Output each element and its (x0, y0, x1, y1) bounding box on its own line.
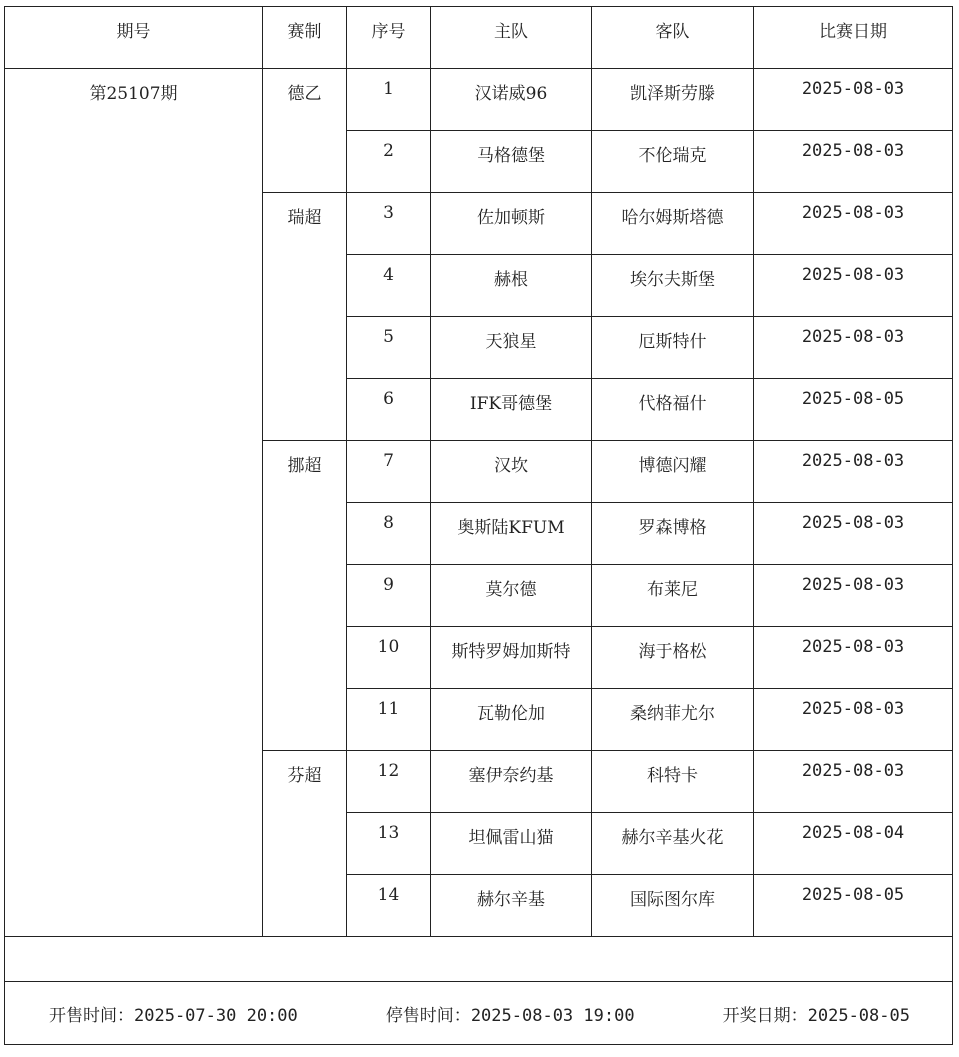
blank-row (5, 937, 953, 982)
seq-cell: 5 (347, 317, 431, 379)
home-team-cell: 莫尔德 (431, 565, 592, 627)
home-team-cell: 坦佩雷山猫 (431, 813, 592, 875)
date-cell: 2025-08-03 (754, 503, 953, 565)
sale-stop (386, 1001, 635, 1026)
seq-cell: 12 (347, 751, 431, 813)
seq-cell: 14 (347, 875, 431, 937)
header-seq: 序号 (347, 7, 431, 69)
away-team-cell: 赫尔辛基火花 (592, 813, 754, 875)
home-team-cell: IFK哥德堡 (431, 379, 592, 441)
league-cell: 挪超 (263, 441, 347, 751)
away-team-cell: 科特卡 (592, 751, 754, 813)
away-team-cell: 代格福什 (592, 379, 754, 441)
sale-stop-label: 停售时间： (385, 1005, 471, 1026)
seq-cell: 2 (347, 131, 431, 193)
date-cell: 2025-08-03 (754, 441, 953, 503)
date-cell: 2025-08-03 (754, 317, 953, 379)
home-team-cell: 塞伊奈约基 (431, 751, 592, 813)
away-team-cell: 博德闪耀 (592, 441, 754, 503)
date-cell: 2025-08-03 (754, 255, 953, 317)
seq-cell: 10 (347, 627, 431, 689)
away-team-cell: 国际图尔库 (592, 875, 754, 937)
home-team-cell: 斯特罗姆加斯特 (431, 627, 592, 689)
sale-start-label: 开售时间： (49, 1005, 134, 1026)
home-team-cell: 汉诺威96 (431, 69, 592, 131)
header-row (5, 7, 953, 69)
seq-cell: 1 (347, 69, 431, 131)
date-cell: 2025-08-03 (754, 689, 953, 751)
header-league: 赛制 (263, 7, 347, 69)
date-cell: 2025-08-05 (754, 875, 953, 937)
date-cell: 2025-08-05 (754, 379, 953, 441)
away-team-cell: 海于格松 (592, 627, 754, 689)
home-team-cell: 天狼星 (431, 317, 592, 379)
draw-date (723, 1001, 910, 1026)
seq-cell: 11 (347, 689, 431, 751)
sale-info-row (5, 982, 953, 1045)
header-period: 期号 (5, 7, 263, 69)
away-team-cell: 埃尔夫斯堡 (592, 255, 754, 317)
away-team-cell: 哈尔姆斯塔德 (592, 193, 754, 255)
seq-cell: 4 (347, 255, 431, 317)
away-team-cell: 罗森博格 (592, 503, 754, 565)
sale-info (5, 1001, 952, 1026)
home-team-cell: 赫根 (431, 255, 592, 317)
home-team-cell: 瓦勒伦加 (431, 689, 592, 751)
sale-stop-value: 2025-08-03 19:00 (470, 1005, 635, 1026)
seq-cell: 8 (347, 503, 431, 565)
date-cell: 2025-08-03 (754, 565, 953, 627)
seq-cell: 7 (347, 441, 431, 503)
away-team-cell: 桑纳菲尤尔 (592, 689, 754, 751)
home-team-cell: 佐加顿斯 (431, 193, 592, 255)
away-team-cell: 布莱尼 (592, 565, 754, 627)
home-team-cell: 赫尔辛基 (431, 875, 592, 937)
sale-start-value: 2025-07-30 20:00 (134, 1005, 298, 1026)
seq-cell: 3 (347, 193, 431, 255)
home-team-cell: 汉坎 (431, 441, 592, 503)
league-cell: 芬超 (263, 751, 347, 937)
date-cell: 2025-08-03 (754, 69, 953, 131)
date-cell: 2025-08-03 (754, 627, 953, 689)
date-cell: 2025-08-03 (754, 131, 953, 193)
header-date: 比赛日期 (754, 7, 953, 69)
sale-start (49, 1001, 298, 1026)
period-cell: 第25107期 (5, 69, 263, 937)
home-team-cell: 马格德堡 (431, 131, 592, 193)
league-cell: 瑞超 (263, 193, 347, 441)
away-team-cell: 厄斯特什 (592, 317, 754, 379)
draw-date-value: 2025-08-05 (807, 1005, 910, 1026)
seq-cell: 9 (347, 565, 431, 627)
header-home: 主队 (431, 7, 592, 69)
home-team-cell: 奥斯陆KFUM (431, 503, 592, 565)
league-cell: 德乙 (263, 69, 347, 193)
draw-date-label: 开奖日期： (722, 1005, 808, 1026)
date-cell: 2025-08-03 (754, 193, 953, 255)
away-team-cell: 凯泽斯劳滕 (592, 69, 754, 131)
table-row (5, 69, 953, 131)
date-cell: 2025-08-04 (754, 813, 953, 875)
header-away: 客队 (592, 7, 754, 69)
away-team-cell: 不伦瑞克 (592, 131, 754, 193)
date-cell: 2025-08-03 (754, 751, 953, 813)
schedule-table (4, 6, 953, 1045)
seq-cell: 6 (347, 379, 431, 441)
seq-cell: 13 (347, 813, 431, 875)
